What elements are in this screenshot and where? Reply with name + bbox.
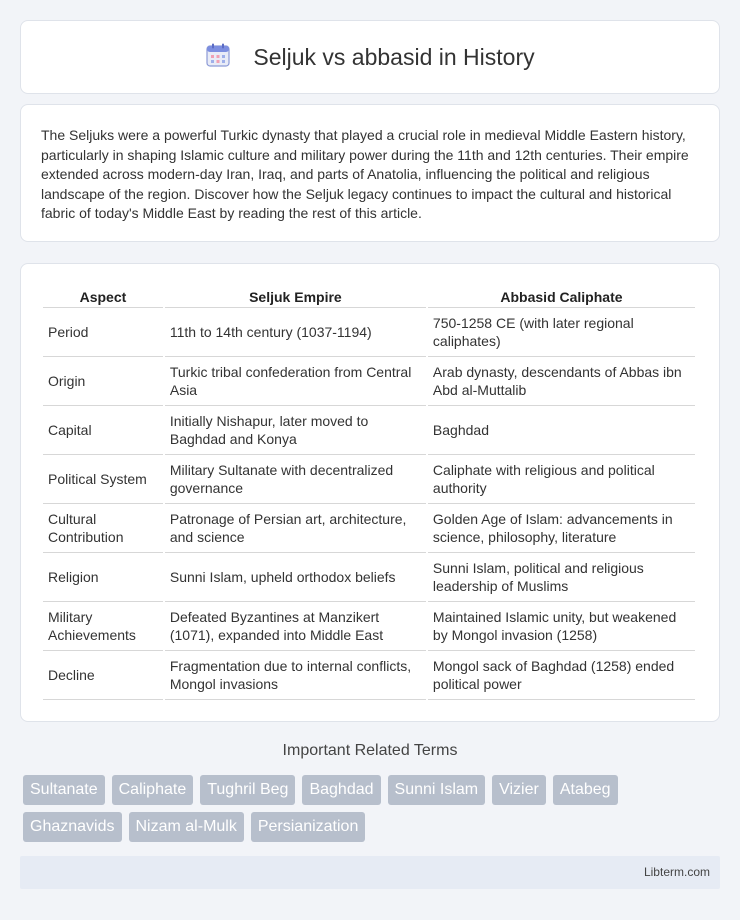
title-wrap: [205, 42, 534, 73]
table-row: [43, 455, 695, 504]
column-header: Seljuk Empire: [165, 285, 426, 308]
table-cell: Caliphate with religious and political authority: [428, 455, 695, 504]
related-term-tag[interactable]: Ghaznavids: [23, 812, 122, 842]
table-cell: Baghdad: [428, 406, 695, 455]
table-cell: Arab dynasty, descendants of Abbas ibn Abd al-Muttalib: [428, 357, 695, 406]
comparison-table: [41, 285, 697, 700]
related-term-tag[interactable]: Sultanate: [23, 775, 105, 805]
table-row: [43, 504, 695, 553]
table-cell: Initially Nishapur, later moved to Baghdad and Konya: [165, 406, 426, 455]
related-term-tag[interactable]: Sunni Islam: [388, 775, 486, 805]
table-header-row: [43, 285, 695, 308]
table-cell: Defeated Byzantines at Manzikert (1071), expanded into Middle East: [165, 602, 426, 651]
table-cell: Cultural Contribution: [43, 504, 163, 553]
table-cell: Period: [43, 308, 163, 357]
related-terms-list: [23, 775, 723, 842]
related-terms-title: Important Related Terms: [282, 742, 458, 759]
table-cell: Fragmentation due to internal conflicts, Mongol invasions: [165, 651, 426, 700]
table-cell: Maintained Islamic unity, but weakened by Mongol invasion (1258): [428, 602, 695, 651]
related-term-tag[interactable]: Persianization: [251, 812, 366, 842]
table-cell: Sunni Islam, political and religious leadership of Muslims: [428, 553, 695, 602]
table-cell: Political System: [43, 455, 163, 504]
table-cell: Military Sultanate with decentralized governance: [165, 455, 426, 504]
table-row: [43, 553, 695, 602]
related-term-tag[interactable]: Atabeg: [553, 775, 618, 805]
header-card: [20, 20, 720, 94]
intro-paragraph: The Seljuks were a powerful Turkic dynasty that played a crucial role in medieval Middle Eastern history, particularly in shaping Islamic culture and military power during the 11th and 12th centuries. Their empire extended across modern-day Iran, Iraq, and parts of Anatolia, influencing the political and religious landscape of the region. Discover how the Seljuk legacy continues to impact the cultural and historical fabric of today's Middle East by reading the rest of this article.: [41, 127, 689, 222]
table-cell: Military Achievements: [43, 602, 163, 651]
table-cell: Religion: [43, 553, 163, 602]
column-header: Aspect: [43, 285, 163, 308]
table-row: [43, 308, 695, 357]
table-cell: Origin: [43, 357, 163, 406]
table-cell: Mongol sack of Baghdad (1258) ended political power: [428, 651, 695, 700]
table-row: [43, 357, 695, 406]
table-cell: Patronage of Persian art, architecture, and science: [165, 504, 426, 553]
comparison-table-card: [20, 263, 720, 722]
table-row: [43, 651, 695, 700]
table-cell: Golden Age of Islam: advancements in science, philosophy, literature: [428, 504, 695, 553]
calendar-icon: [205, 42, 231, 73]
related-term-tag[interactable]: Tughril Beg: [200, 775, 295, 805]
table-cell: Sunni Islam, upheld orthodox beliefs: [165, 553, 426, 602]
intro-card: [20, 104, 720, 242]
table-cell: Decline: [43, 651, 163, 700]
related-term-tag[interactable]: Baghdad: [302, 775, 380, 805]
column-header: Abbasid Caliphate: [428, 285, 695, 308]
table-cell: 750-1258 CE (with later regional caliphates): [428, 308, 695, 357]
page-title: Seljuk vs abbasid in History: [253, 43, 535, 70]
related-term-tag[interactable]: Vizier: [492, 775, 546, 805]
table-cell: Capital: [43, 406, 163, 455]
table-row: [43, 406, 695, 455]
related-term-tag[interactable]: Nizam al-Mulk: [129, 812, 244, 842]
table-cell: Turkic tribal confederation from Central Asia: [165, 357, 426, 406]
table-cell: 11th to 14th century (1037-1194): [165, 308, 426, 357]
footer-site-link[interactable]: Libterm.com: [643, 865, 710, 879]
related-term-tag[interactable]: Caliphate: [112, 775, 194, 805]
footer: [20, 856, 720, 889]
table-row: [43, 602, 695, 651]
